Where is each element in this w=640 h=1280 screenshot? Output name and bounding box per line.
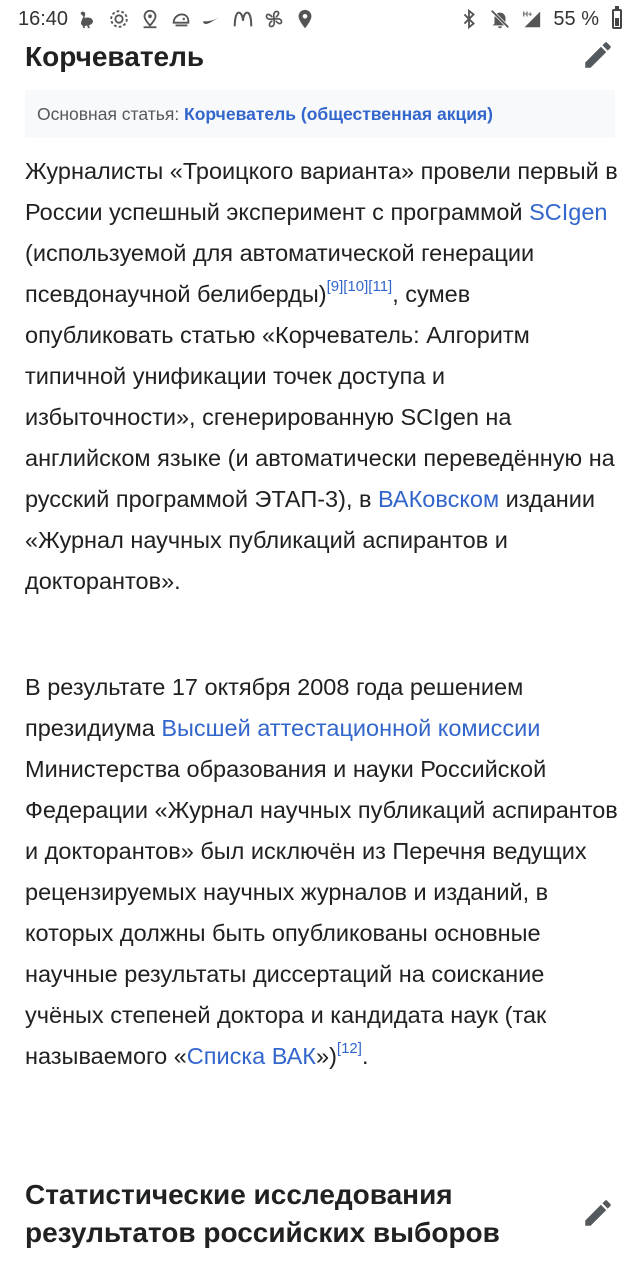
para1-text-2: (используемой для автоматической генерации псевдонаучной белиберды) [25,240,535,307]
status-bar-right [458,8,622,31]
para2-text-3: ») [316,1043,337,1069]
reference-10[interactable]: [10] [343,277,369,295]
vak-list-link[interactable]: Списка ВАК [186,1043,316,1069]
reference-12[interactable]: [12] [336,1039,362,1057]
section-title: Статистические исследования результатов российских выборов [25,1179,500,1248]
para2-text-1: В результате 17 октября 2008 года решением президиума [25,674,524,741]
para2-text-2: Министерства образования и науки Российской Федерации «Журнал научных публикаций аспирантов и докторантов» был исключён из Перечня ведущих рецензируемых научных журналов и изданий, в которых должны быть опубликованы основные научные результаты диссертаций на соискание учёных степеней доктора и кандидата наук (так называемого « [25,756,618,1069]
reference-9[interactable]: [9] [326,277,344,295]
status-bar [0,0,640,38]
section-heading-korchevatel [25,38,615,76]
mute-icon [489,8,511,30]
battery-level [615,18,619,26]
section-title: Корчеватель [25,41,205,72]
section-heading-election-statistics [25,1176,615,1252]
battery-icon [612,9,622,29]
svg-text:H+: H+ [523,9,533,19]
higher-attestation-commission-link[interactable]: Высшей аттестационной комиссии [161,715,541,741]
battery-percent: 55 % [553,7,599,30]
reference-11[interactable]: [11] [368,277,393,295]
scigen-link[interactable]: SCIgen [529,199,608,225]
para2-text-4: . [361,1043,369,1069]
main-article-link[interactable]: Корчеватель (общественная акция) [184,104,494,124]
location-icon [294,8,316,30]
para1-text-1: Журналисты «Троицкого варианта» провели первый в России успешный эксперимент с программой [25,158,618,225]
signal-h-plus-icon [520,8,542,30]
main-article-hatnote [25,90,615,138]
status-bar-left [18,8,316,31]
maps-pin-icon [139,8,161,30]
bluetooth-icon [458,8,480,30]
clock: 16:40 [18,7,69,30]
settings-gear-icon [108,8,130,30]
para1-text-3: , сумев опубликовать статью «Корчеватель: Алгоритм типичной унификации точек доступа и избыточности», сгенерированную SCIgen на английском языке (и автоматически переведённую на русский программой ЭТАП-3), в [25,281,615,512]
paragraph-exclusion [25,667,620,1077]
nike-swoosh-icon [201,8,223,30]
ostrich-icon [77,8,99,30]
mcdonalds-icon [232,8,254,30]
paragraph-experiment [25,151,620,602]
hedgehog-app-icon [170,8,192,30]
edit-pencil-icon[interactable] [581,38,615,72]
hatnote-prefix: Основная статья: [37,104,185,124]
edit-pencil-icon[interactable] [581,1196,615,1230]
vak-journal-link[interactable]: ВАКовском [378,486,500,512]
para1-text-4: издании «Журнал научных публикаций аспирантов и докторантов». [25,486,596,594]
fan-app-icon [263,8,285,30]
